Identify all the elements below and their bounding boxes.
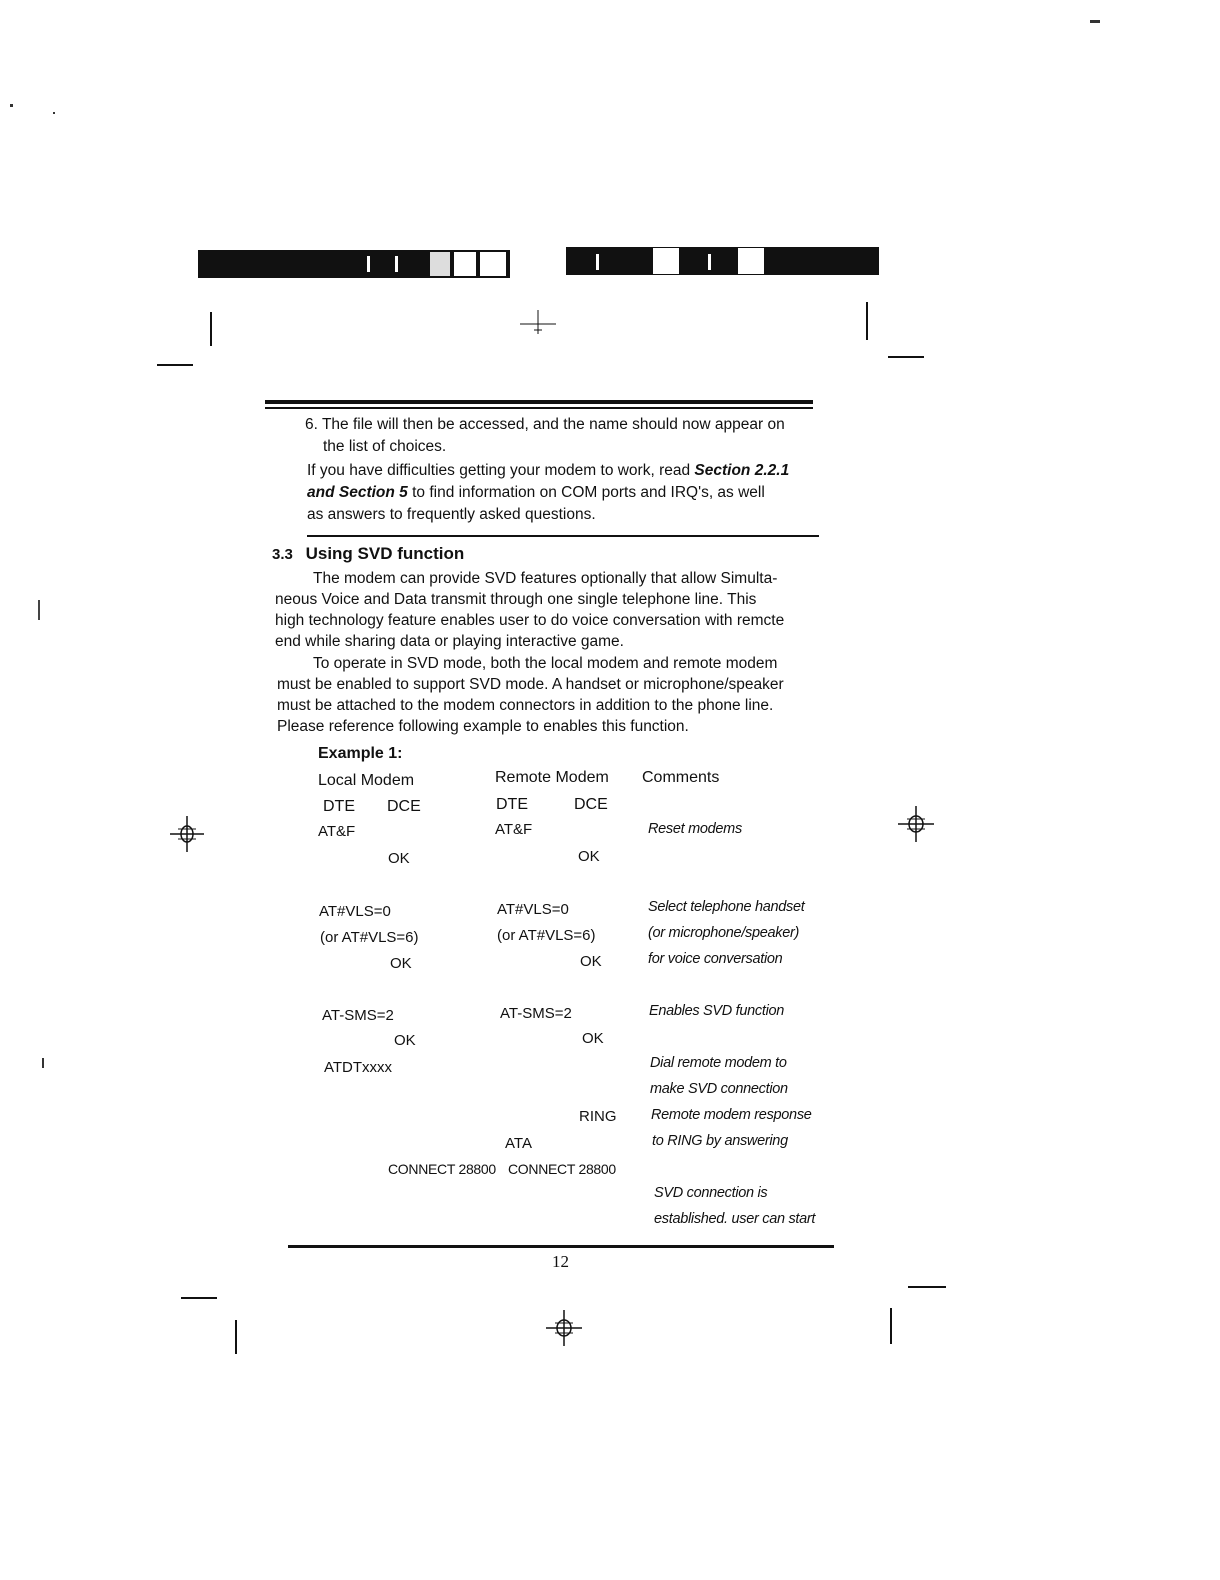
command-remote: AT&F <box>495 821 533 838</box>
column-header-comments: Comments <box>642 769 720 786</box>
section-number: 3.3 <box>272 546 293 563</box>
paragraph-line: The modem can provide SVD features optionally that allow Simulta- <box>313 570 778 587</box>
command-local: AT-SMS=2 <box>322 1007 394 1024</box>
crop-mark <box>235 1320 237 1354</box>
scan-speck <box>38 600 40 620</box>
comment: established. user can start <box>654 1211 816 1227</box>
comment: Select telephone handset <box>648 899 805 915</box>
list-item-6 <box>305 414 825 458</box>
scan-bar-box <box>430 252 450 276</box>
paragraph-line: must be enabled to support SVD mode. A handset or microphone/speaker <box>277 676 784 693</box>
column-header-dte: DTE <box>496 796 528 813</box>
response-remote: CONNECT 28800 <box>508 1161 616 1177</box>
comment: to RING by answering <box>652 1133 788 1149</box>
list-number: 6. <box>305 416 318 433</box>
paragraph-line: Please reference following example to enables this function. <box>277 718 689 735</box>
crop-mark <box>890 1308 892 1344</box>
crop-mark <box>157 364 193 366</box>
crop-mark <box>908 1286 946 1288</box>
comment: Reset modems <box>648 821 742 837</box>
help-text: If you have difficulties getting your modem to work, read <box>307 462 695 479</box>
list-line: the list of choices. <box>323 438 447 455</box>
command-local: AT&F <box>318 823 356 840</box>
comment: for voice conversation <box>648 951 783 967</box>
top-rule-thin <box>265 407 813 409</box>
scan-bar-tick <box>395 256 398 272</box>
scan-header-bar-right <box>566 247 879 275</box>
registration-target-icon <box>170 816 204 852</box>
command-local: AT#VLS=0 <box>319 903 391 920</box>
column-header-dte: DTE <box>323 798 355 815</box>
list-line: The file will then be accessed, and the name should now appear on <box>321 416 785 433</box>
comment: make SVD connection <box>650 1081 788 1097</box>
section-divider <box>307 535 819 537</box>
comment: SVD connection is <box>654 1185 768 1201</box>
response-local: OK <box>394 1032 416 1049</box>
page-number: 12 <box>552 1252 569 1271</box>
command-remote: ATA <box>505 1135 532 1152</box>
scan-bar-tick <box>708 254 711 270</box>
section-paragraph-2 <box>277 653 827 737</box>
column-header-local: Local Modem <box>318 772 415 789</box>
help-text: as answers to frequently asked questions. <box>307 506 596 523</box>
column-header-dce: DCE <box>574 796 608 813</box>
scan-bar-box <box>480 252 506 276</box>
command-remote: AT#VLS=0 <box>497 901 569 918</box>
scan-bar-tick <box>367 256 370 272</box>
command-remote: (or AT#VLS=6) <box>497 927 596 944</box>
comment: Dial remote modem to <box>650 1055 787 1071</box>
crop-mark <box>866 302 868 340</box>
top-rule-thick <box>265 400 813 404</box>
response-remote: OK <box>582 1030 604 1047</box>
paragraph-line: To operate in SVD mode, both the local modem and remote modem <box>313 655 778 672</box>
section-reference: Section 2.2.1 <box>694 462 790 479</box>
example-title: Example 1: <box>318 745 403 762</box>
command-local: (or AT#VLS=6) <box>320 929 419 946</box>
comment: Remote modem response <box>651 1107 812 1123</box>
response-local: OK <box>390 955 412 972</box>
paragraph-line: end while sharing data or playing interactive game. <box>275 633 624 650</box>
crop-mark <box>210 312 212 346</box>
comment: Enables SVD function <box>649 1003 785 1019</box>
comment: (or microphone/speaker) <box>648 925 800 941</box>
scan-bar-box <box>738 248 764 274</box>
response-local: OK <box>388 850 410 867</box>
response-remote: RING <box>579 1108 617 1125</box>
scan-speck <box>42 1058 44 1068</box>
command-local: ATDTxxxx <box>324 1059 393 1076</box>
column-header-remote: Remote Modem <box>495 769 609 786</box>
footer-rule <box>288 1245 834 1248</box>
paragraph-line: high technology feature enables user to do voice conversation with remcte <box>275 612 785 629</box>
paragraph-line: must be attached to the modem connectors in addition to the phone line. <box>277 697 774 714</box>
crop-mark <box>181 1297 217 1299</box>
response-remote: OK <box>578 848 600 865</box>
section-paragraph-1 <box>275 568 825 652</box>
section-reference: and Section 5 <box>307 484 408 501</box>
crop-mark <box>888 356 924 358</box>
registration-target-icon <box>546 1310 582 1346</box>
help-text: to find information on COM ports and IRQ's, as well <box>407 484 765 501</box>
section-heading <box>272 544 464 564</box>
command-remote: AT-SMS=2 <box>500 1005 572 1022</box>
scan-speck <box>10 104 13 107</box>
scan-bar-tick <box>596 254 599 270</box>
paragraph-line: neous Voice and Data transmit through one single telephone line. This <box>275 591 757 608</box>
response-local: CONNECT 28800 <box>388 1161 496 1177</box>
registration-target-icon <box>898 806 934 842</box>
scan-bar-box <box>454 252 476 276</box>
scan-speck <box>1090 20 1100 23</box>
response-remote: OK <box>580 953 602 970</box>
column-header-dce: DCE <box>387 798 421 815</box>
scan-speck <box>53 112 55 114</box>
section-title: Using SVD function <box>305 544 465 563</box>
registration-mark-icon <box>520 308 556 336</box>
help-note <box>307 460 827 526</box>
scan-bar-box <box>653 248 679 274</box>
